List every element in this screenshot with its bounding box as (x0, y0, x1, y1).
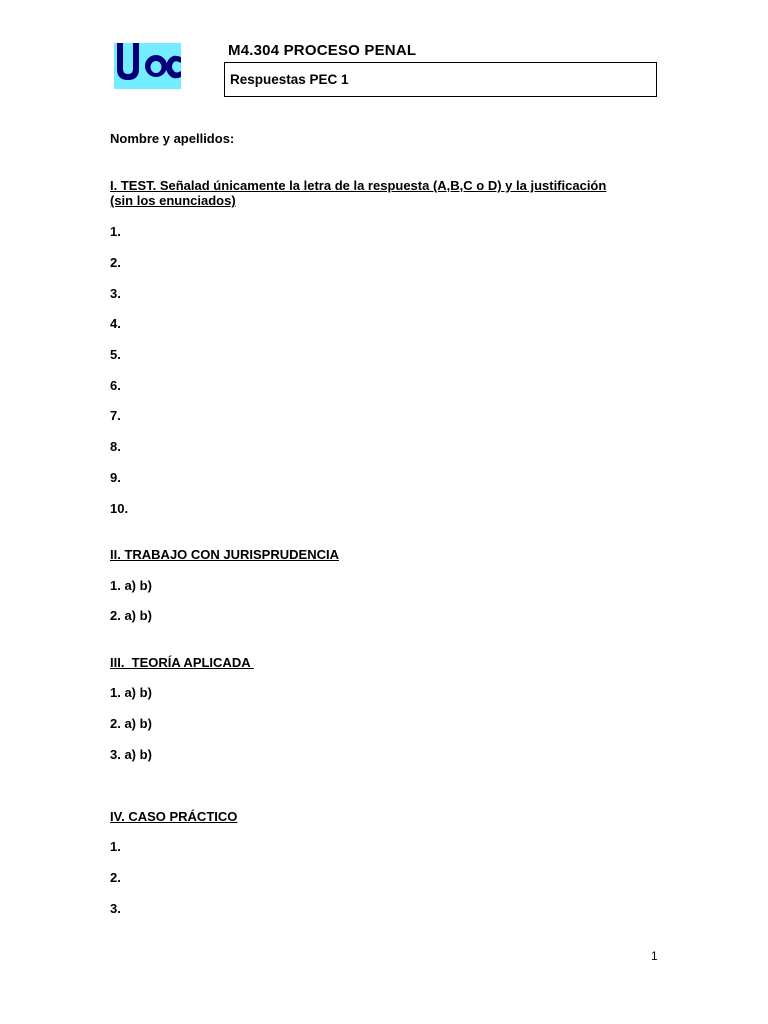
section2-heading: II. TRABAJO CON JURISPRUDENCIA (110, 547, 339, 562)
list-item: 3. (110, 286, 121, 301)
list-item: 1. (110, 839, 121, 854)
list-item: 2. a) b) (110, 608, 152, 623)
uoc-logo (114, 43, 181, 89)
section3-heading: III. TEORÍA APLICADA (110, 655, 254, 670)
name-label: Nombre y apellidos: (110, 131, 235, 146)
list-item: 1. a) b) (110, 685, 152, 700)
list-item: 4. (110, 316, 121, 331)
subtitle-box (224, 62, 657, 97)
list-item: 2. (110, 870, 121, 885)
list-item: 1. (110, 224, 121, 239)
list-item: 2. a) b) (110, 716, 152, 731)
section1-heading-line2: (sin los enunciados) (110, 193, 236, 208)
course-title: M4.304 PROCESO PENAL (228, 42, 417, 59)
section1-heading-line1: I. TEST. Señalad únicamente la letra de la respuesta (A,B,C o D) y la justificación (110, 178, 607, 193)
page-number: 1 (651, 949, 658, 963)
section4-heading: IV. CASO PRÁCTICO (110, 809, 238, 824)
list-item: 2. (110, 255, 121, 270)
subtitle-text: Respuestas PEC 1 (230, 72, 349, 87)
list-item: 3. (110, 901, 121, 916)
list-item: 1. a) b) (110, 578, 152, 593)
list-item: 10. (110, 501, 129, 516)
list-item: 8. (110, 439, 121, 454)
list-item: 6. (110, 378, 121, 393)
list-item: 5. (110, 347, 121, 362)
list-item: 7. (110, 408, 121, 423)
list-item: 9. (110, 470, 121, 485)
list-item: 3. a) b) (110, 747, 152, 762)
